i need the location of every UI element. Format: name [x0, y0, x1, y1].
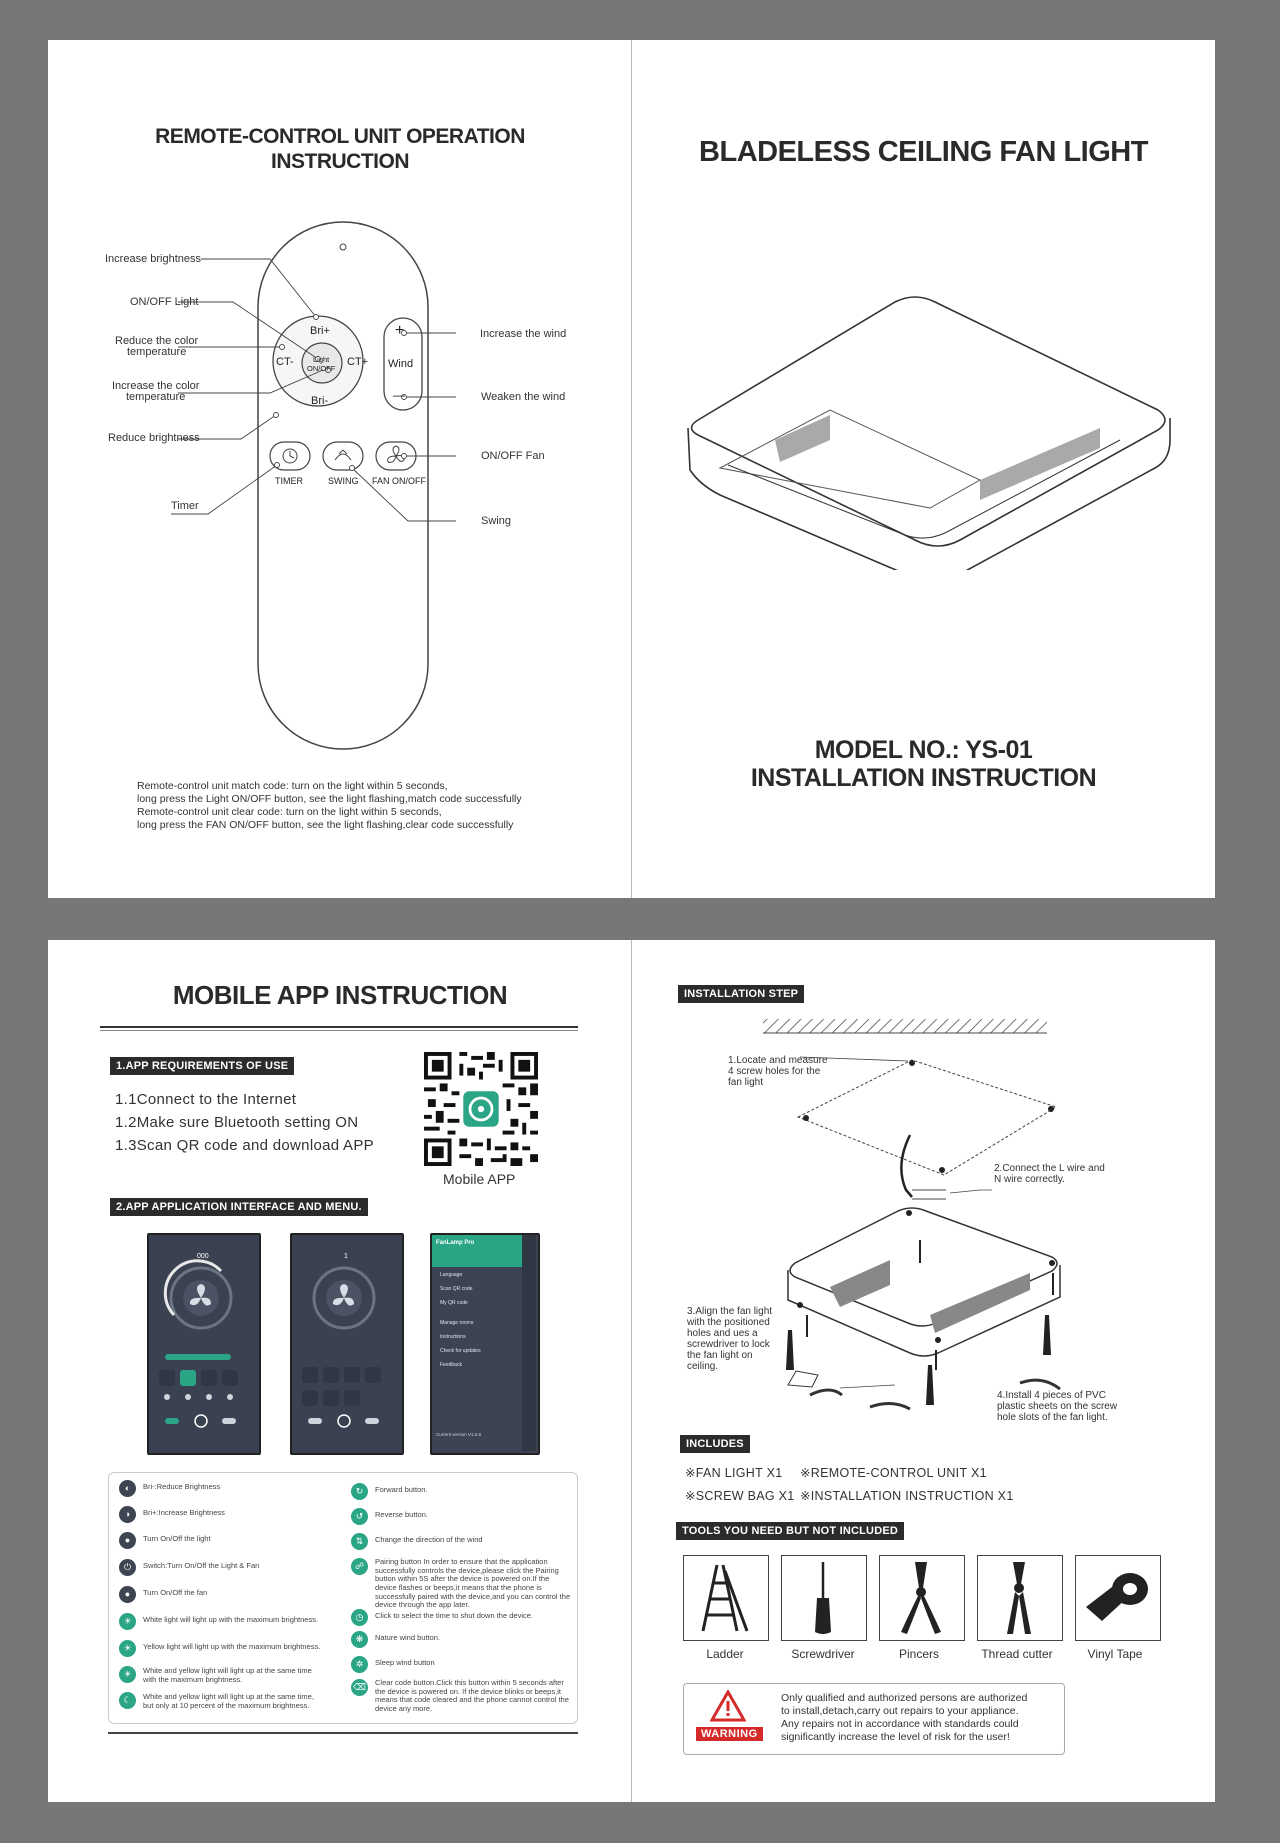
- legend-reverse-text: Reverse button.: [375, 1510, 428, 1519]
- light-label-line2: ON/OFF: [307, 364, 336, 373]
- requirement-bluetooth: 1.2Make sure Bluetooth setting ON: [115, 1114, 359, 1131]
- callout-increase-ct-2: temperature: [126, 391, 186, 403]
- reverse-icon: ↺: [351, 1508, 368, 1525]
- light-label-line1: Light: [313, 355, 330, 364]
- light-toggle-icon: ●: [119, 1532, 136, 1549]
- vinyl-tape-icon: [1082, 1567, 1152, 1627]
- pairing-icon: ☍: [351, 1558, 368, 1575]
- legend-fan-toggle-text: Turn On/Off the fan: [143, 1588, 208, 1597]
- remote-title-line1: REMOTE-CONTROL UNIT OPERATION: [155, 125, 525, 148]
- fan-onoff-button-label: FAN ON/OFF: [372, 476, 426, 486]
- fan-toggle-icon: ●: [119, 1586, 136, 1603]
- legend-timer-text: Click to select the time to shut down the device.: [375, 1611, 533, 1620]
- step3-line2: with the positioned: [687, 1317, 770, 1328]
- ct-minus-label: CT-: [276, 356, 294, 368]
- timer-icon: ◷: [351, 1609, 368, 1626]
- legend-bri-minus-text: Bri-:Reduce Brightness: [143, 1482, 221, 1491]
- legend-night-light-text: White and yellow light will light up at the same time, but only at 10 percent of the maximum brightness.: [143, 1692, 314, 1710]
- cover-title: BLADELESS CEILING FAN LIGHT: [699, 136, 1148, 168]
- warning-text-3: Any repairs not in accordance with standards could: [781, 1718, 1019, 1730]
- app-title: MOBILE APP INSTRUCTION: [172, 980, 508, 1010]
- mixed-light-icon: ☀: [119, 1666, 136, 1683]
- bottom-fold-line: [631, 940, 632, 1802]
- pincers-icon: [893, 1560, 949, 1636]
- bri-plus-label: Bri+: [310, 325, 330, 337]
- step1-line2: 4 screw holes for the: [728, 1066, 821, 1077]
- step2-line2: N wire correctly.: [994, 1174, 1065, 1185]
- tool-label-ladder: Ladder: [706, 1647, 744, 1661]
- ceiling-hatch: [763, 1019, 1047, 1033]
- step1-line1: 1.Locate and measure: [728, 1055, 828, 1066]
- clear-code-note-1: Remote-control unit clear code: turn on the light within 5 seconds,: [137, 806, 442, 818]
- legend-power-switch: [119, 1559, 299, 1576]
- screwdriver-icon: [803, 1560, 843, 1636]
- app-screen-brightness-content: [149, 1235, 259, 1451]
- menu-app-name: FanLamp Pro: [436, 1240, 475, 1246]
- menu-version: Current version V1.0.8: [436, 1432, 482, 1437]
- requirement-scan-qr: 1.3Scan QR code and download APP: [115, 1137, 374, 1154]
- swing-button: [323, 442, 363, 470]
- qr-code[interactable]: [424, 1052, 538, 1166]
- screen1-readout: 000: [197, 1253, 209, 1260]
- installation-subtitle: INSTALLATION INSTRUCTION: [750, 764, 1097, 792]
- remote-title-line2: INSTRUCTION: [271, 150, 409, 173]
- legend-light-toggle-text: Turn On/Off the light: [143, 1534, 211, 1543]
- pvc-sheet: [1020, 1380, 1060, 1389]
- bri-minus-icon: ◐: [119, 1480, 136, 1497]
- match-code-note-2: long press the Light ON/OFF button, see the light flashing,match code successfully: [137, 793, 522, 805]
- legend-mixed-light: [119, 1666, 329, 1684]
- legend-clear-code: [351, 1679, 571, 1714]
- screen2-readout: 1: [344, 1253, 348, 1260]
- legend-white-light-text: White light will light up with the maximum brightness.: [143, 1615, 319, 1624]
- warning-text-1: Only qualified and authorized persons are authorized: [781, 1692, 1028, 1704]
- menu-item-my-qr[interactable]: My QR code: [440, 1300, 468, 1306]
- legend-direction-text: Change the direction of the wind: [375, 1535, 483, 1544]
- legend-bri-minus: [119, 1480, 289, 1497]
- bri-plus-icon: ◑: [119, 1506, 136, 1523]
- ladder-icon: [695, 1563, 755, 1633]
- include-screw-bag: ※SCREW BAG X1: [685, 1489, 795, 1503]
- callout-reduce-brightness: Reduce brightness: [108, 432, 200, 444]
- legend-power-switch-text: Switch:Turn On/Off the Light & Fan: [143, 1561, 260, 1570]
- fan-light-illustration: [680, 290, 1180, 570]
- thread-cutter-icon: [991, 1560, 1047, 1636]
- callout-timer: Timer: [171, 500, 199, 512]
- legend-night-light: [119, 1692, 329, 1710]
- tool-label-vinyl-tape: Vinyl Tape: [1087, 1647, 1143, 1661]
- legend-yellow-light: [119, 1640, 329, 1657]
- legend-clear-code-text: Clear code button.Click this button within 5 seconds after the device is powered on. If the device blinks or beeps,it means that code cleared and the phone cannot control the device any more.: [375, 1678, 569, 1713]
- legend-forward-text: Forward button.: [375, 1485, 428, 1494]
- step2-line1: 2.Connect the L wire and: [994, 1163, 1105, 1174]
- callout-weaken-wind: Weaken the wind: [481, 391, 566, 403]
- menu-item-scan-qr[interactable]: Scan QR code: [440, 1286, 473, 1292]
- app-screen-fan-content: [292, 1235, 402, 1451]
- callout-reduce-ct-2: temperature: [127, 346, 187, 358]
- callout-onoff-fan: ON/OFF Fan: [481, 450, 545, 462]
- legend-pairing: [351, 1558, 571, 1610]
- tool-label-thread-cutter: Thread cutter: [981, 1647, 1053, 1661]
- callout-increase-ct-1: Increase the color: [112, 380, 200, 392]
- legend-light-toggle: [119, 1532, 289, 1549]
- warning-label: WARNING: [696, 1727, 763, 1741]
- callout-increase-wind: Increase the wind: [480, 328, 567, 340]
- tools-tag: TOOLS YOU NEED BUT NOT INCLUDED: [676, 1522, 904, 1540]
- app-title-rule: [100, 1026, 578, 1028]
- step3-line3: holes and ues a: [687, 1328, 758, 1339]
- swing-direction-icon: ⇅: [351, 1533, 368, 1550]
- fan-top-surface: [692, 297, 1166, 546]
- step4-line3: hole slots of the fan light.: [997, 1412, 1108, 1423]
- menu-item-updates[interactable]: Check for updates: [440, 1348, 481, 1354]
- legend-pairing-text: Pairing button In order to ensure that the application successfully controls the device,please click the Pairing button within 5S after the device is powered on.If the device flashes or beeps,it means that the phone is successfully paired with the device,and you can control the device through the app later.: [375, 1557, 571, 1610]
- legend-reverse: [351, 1508, 566, 1525]
- sleep-wind-icon: ✲: [351, 1656, 368, 1673]
- step4-line1: 4.Install 4 pieces of PVC: [997, 1390, 1106, 1401]
- wind-plus-label: +: [395, 322, 405, 339]
- tool-label-screwdriver: Screwdriver: [791, 1647, 855, 1661]
- wind-label: Wind: [388, 358, 414, 370]
- step3-line6: ceiling.: [687, 1361, 719, 1372]
- callout-swing: Swing: [481, 515, 511, 527]
- legend-mixed-light-text: White and yellow light will light up at the same time with the maximum brightness.: [143, 1666, 312, 1684]
- wind-minus-label: —: [393, 388, 405, 402]
- clear-code-icon: ⌫: [351, 1679, 368, 1696]
- pvc-sheet: [870, 1403, 910, 1409]
- legend-timer: [351, 1609, 566, 1626]
- ct-plus-label: CT+: [347, 356, 369, 368]
- qr-caption: Mobile APP: [443, 1171, 516, 1187]
- legend-fan-toggle: [119, 1586, 289, 1603]
- installation-step-tag: INSTALLATION STEP: [678, 985, 804, 1003]
- fan-body: [790, 1208, 1057, 1326]
- legend-bri-plus: [119, 1506, 289, 1523]
- yellow-light-icon: ☀: [119, 1640, 136, 1657]
- moon-icon: ☾: [119, 1692, 136, 1709]
- legend-nature-wind-text: Nature wind button.: [375, 1633, 441, 1642]
- warning-text-4: significantly increase the level of risk for the user!: [781, 1731, 1010, 1743]
- tool-label-pincers: Pincers: [898, 1647, 939, 1661]
- app-requirements-tag: 1.APP REQUIREMENTS OF USE: [110, 1057, 294, 1075]
- legend-yellow-light-text: Yellow light will light up with the maximum brightness.: [143, 1642, 321, 1651]
- app-title-rule-thin: [100, 1030, 578, 1031]
- step4-line2: plastic sheets on the screw: [997, 1401, 1118, 1412]
- menu-item-language[interactable]: Language: [440, 1272, 463, 1278]
- nature-wind-icon: ❋: [351, 1631, 368, 1648]
- legend-sleep-wind-text: Sleep wind button: [375, 1658, 435, 1667]
- app-interface-tag: 2.APP APPLICATION INTERFACE AND MENU.: [110, 1198, 368, 1216]
- model-number: MODEL NO.: YS-01: [814, 736, 1033, 764]
- menu-item-instructions[interactable]: Instructions: [440, 1334, 466, 1340]
- include-instruction: ※INSTALLATION INSTRUCTION X1: [800, 1489, 1014, 1503]
- legend-bottom-rule: [108, 1732, 578, 1734]
- step3-line4: screwdriver to lock: [687, 1339, 770, 1350]
- step3-line1: 3.Align the fan light: [687, 1306, 773, 1317]
- include-fan-light: ※FAN LIGHT X1: [685, 1466, 783, 1480]
- match-code-note-1: Remote-control unit match code: turn on the light within 5 seconds,: [137, 780, 448, 792]
- includes-tag: INCLUDES: [680, 1435, 750, 1453]
- step3-line5: the fan light on: [687, 1350, 753, 1361]
- callout-onoff-light: ON/OFF Light: [130, 296, 199, 308]
- timer-button-label: TIMER: [275, 476, 303, 486]
- clear-code-note-2: long press the FAN ON/OFF button, see the light flashing,clear code successfully: [137, 819, 514, 831]
- power-icon: ⏻: [119, 1559, 136, 1576]
- menu-side-strip: [522, 1235, 536, 1451]
- legend-white-light: [119, 1613, 329, 1630]
- legend-sleep-wind: [351, 1656, 566, 1673]
- legend-bri-plus-text: Bri+:Increase Brightness: [143, 1508, 225, 1517]
- step1-line3: fan light: [728, 1077, 764, 1088]
- requirement-internet: 1.1Connect to the Internet: [115, 1091, 297, 1108]
- legend-forward: [351, 1483, 566, 1500]
- callout-increase-brightness: Increase brightness: [105, 253, 201, 265]
- callout-reduce-ct-1: Reduce the color: [115, 335, 199, 347]
- swing-button-label: SWING: [328, 476, 359, 486]
- legend-direction: [351, 1533, 566, 1550]
- bri-minus-label: Bri-: [311, 395, 329, 407]
- ceiling-plate: [798, 1060, 1056, 1175]
- white-light-icon: ☀: [119, 1613, 136, 1630]
- warning-text-2: to install,detach,carry out repairs to your appliance.: [781, 1705, 1019, 1717]
- legend-nature-wind: [351, 1631, 566, 1648]
- warning-triangle-icon: [710, 1690, 746, 1722]
- forward-icon: ↻: [351, 1483, 368, 1500]
- pvc-sheet: [810, 1390, 842, 1395]
- menu-item-rooms[interactable]: Manage rooms: [440, 1320, 474, 1326]
- pvc-sheet: [788, 1371, 818, 1387]
- include-remote: ※REMOTE-CONTROL UNIT X1: [800, 1466, 987, 1480]
- menu-item-feedback[interactable]: Feedback: [440, 1362, 462, 1368]
